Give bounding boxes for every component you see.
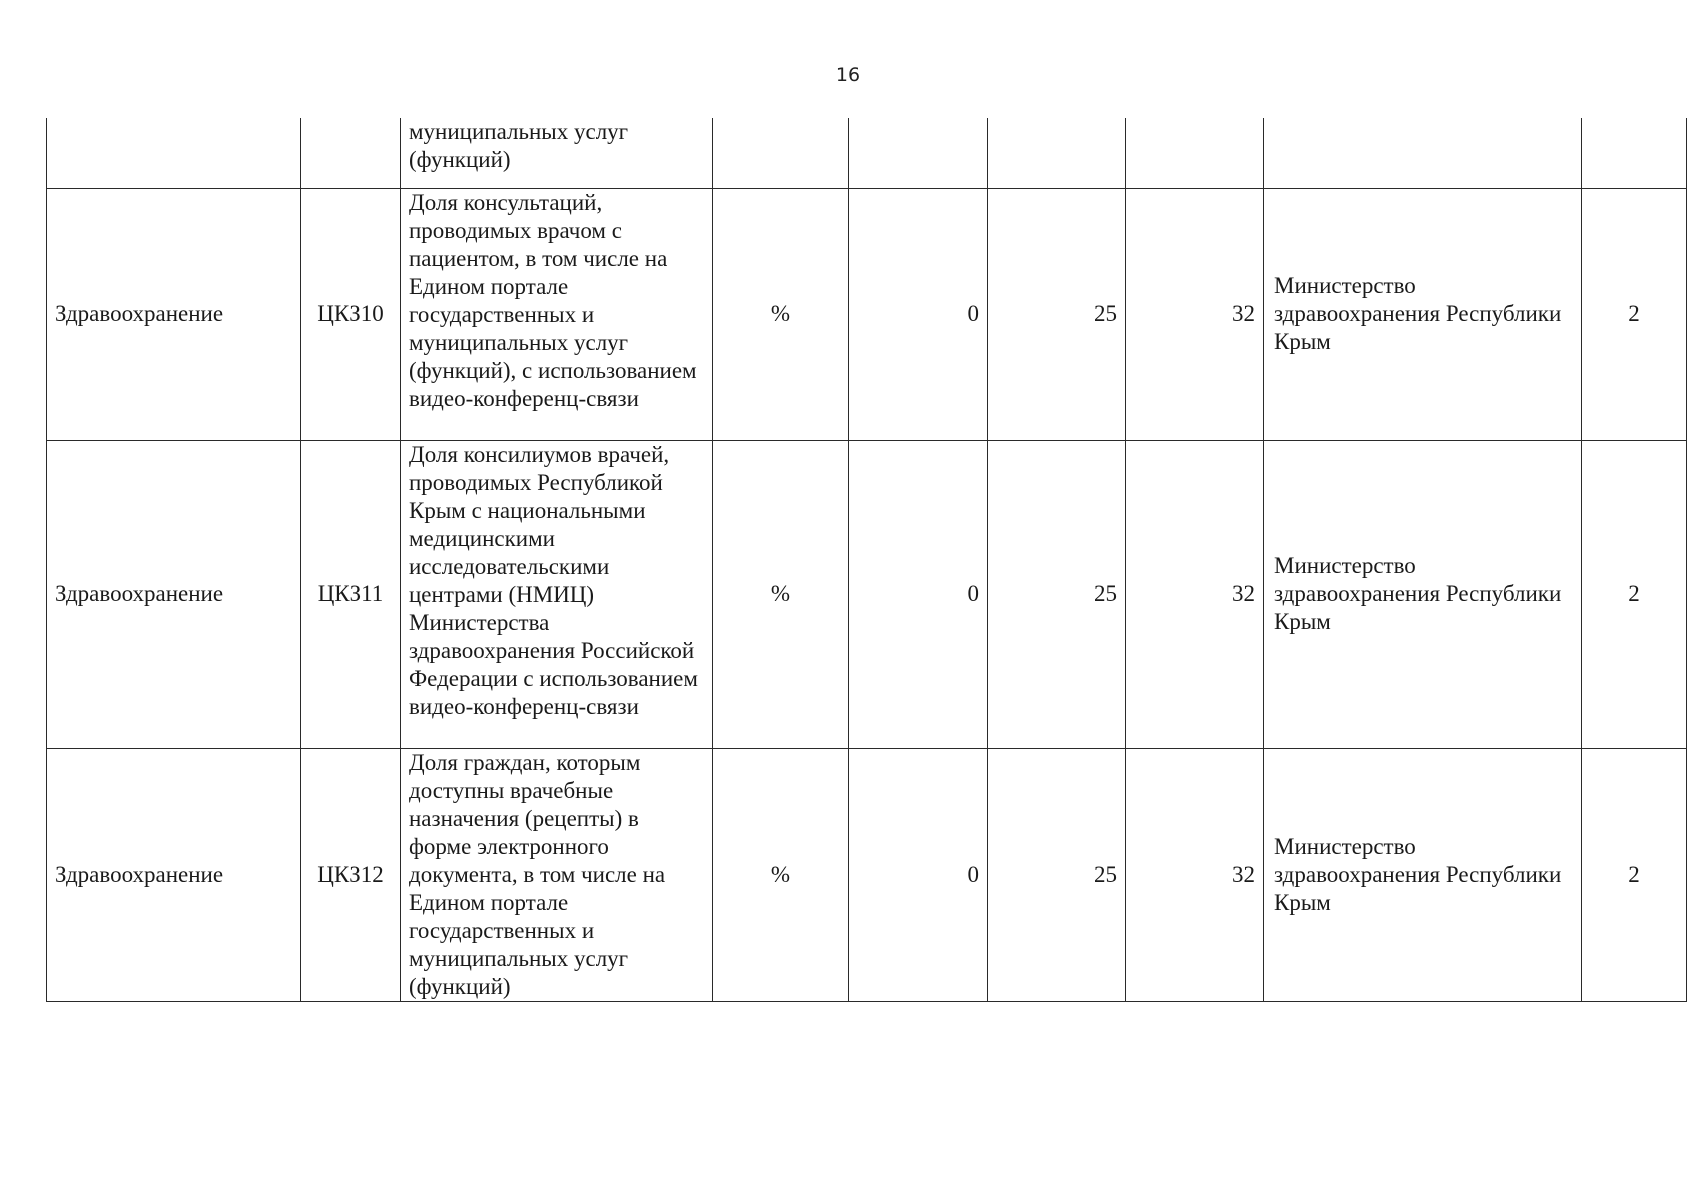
last-cell: 2 bbox=[1582, 188, 1687, 440]
table-row bbox=[47, 440, 1687, 748]
indicator-name-cell: Доля консультаций, проводимых врачом с пациентом, в том числе на Едином портале государственных и муниципальных услуг (функций), с использованием видео-конференц-связи bbox=[401, 188, 713, 440]
page-number: 16 bbox=[835, 64, 861, 86]
value-cell: 32 bbox=[1126, 188, 1264, 440]
value-cell: 0 bbox=[849, 748, 988, 1001]
indicator-name-cell: Доля консилиумов врачей, проводимых Республикой Крым с национальными медицинскими исследовательскими центрами (НМИЦ) Министерства здравоохранения Российской Федерации с использованием видео-конференц-связи bbox=[401, 440, 713, 748]
sector-cell bbox=[47, 118, 301, 188]
indicators-table bbox=[46, 118, 1687, 1002]
value-cell: 25 bbox=[988, 440, 1126, 748]
value-cell bbox=[849, 118, 988, 188]
table-row-continuation bbox=[47, 118, 1687, 188]
responsible-cell: Министерство здравоохранения Республики Крым bbox=[1264, 440, 1582, 748]
last-cell bbox=[1582, 118, 1687, 188]
value-cell: 0 bbox=[849, 440, 988, 748]
sector-cell: Здравоохранение bbox=[47, 440, 301, 748]
value-cell bbox=[1126, 118, 1264, 188]
sector-cell: Здравоохранение bbox=[47, 188, 301, 440]
indicator-name-cell: Доля граждан, которым доступны врачебные назначения (рецепты) в форме электронного документа, в том числе на Едином портале государственных и муниципальных услуг (функций) bbox=[401, 748, 713, 1001]
code-cell: ЦКЗ12 bbox=[301, 748, 401, 1001]
unit-cell: % bbox=[713, 440, 849, 748]
value-cell: 0 bbox=[849, 188, 988, 440]
responsible-cell: Министерство здравоохранения Республики Крым bbox=[1264, 188, 1582, 440]
value-cell bbox=[988, 118, 1126, 188]
table-row bbox=[47, 188, 1687, 440]
responsible-cell: Министерство здравоохранения Республики Крым bbox=[1264, 748, 1582, 1001]
code-cell: ЦКЗ10 bbox=[301, 188, 401, 440]
table-row bbox=[47, 748, 1687, 1001]
value-cell: 25 bbox=[988, 188, 1126, 440]
unit-cell bbox=[713, 118, 849, 188]
value-cell: 32 bbox=[1126, 748, 1264, 1001]
unit-cell: % bbox=[713, 748, 849, 1001]
sector-cell: Здравоохранение bbox=[47, 748, 301, 1001]
value-cell: 25 bbox=[988, 748, 1126, 1001]
indicator-name-cell: муниципальных услуг (функций) bbox=[401, 118, 713, 188]
last-cell: 2 bbox=[1582, 748, 1687, 1001]
value-cell: 32 bbox=[1126, 440, 1264, 748]
unit-cell: % bbox=[713, 188, 849, 440]
last-cell: 2 bbox=[1582, 440, 1687, 748]
responsible-cell bbox=[1264, 118, 1582, 188]
code-cell: ЦКЗ11 bbox=[301, 440, 401, 748]
code-cell bbox=[301, 118, 401, 188]
